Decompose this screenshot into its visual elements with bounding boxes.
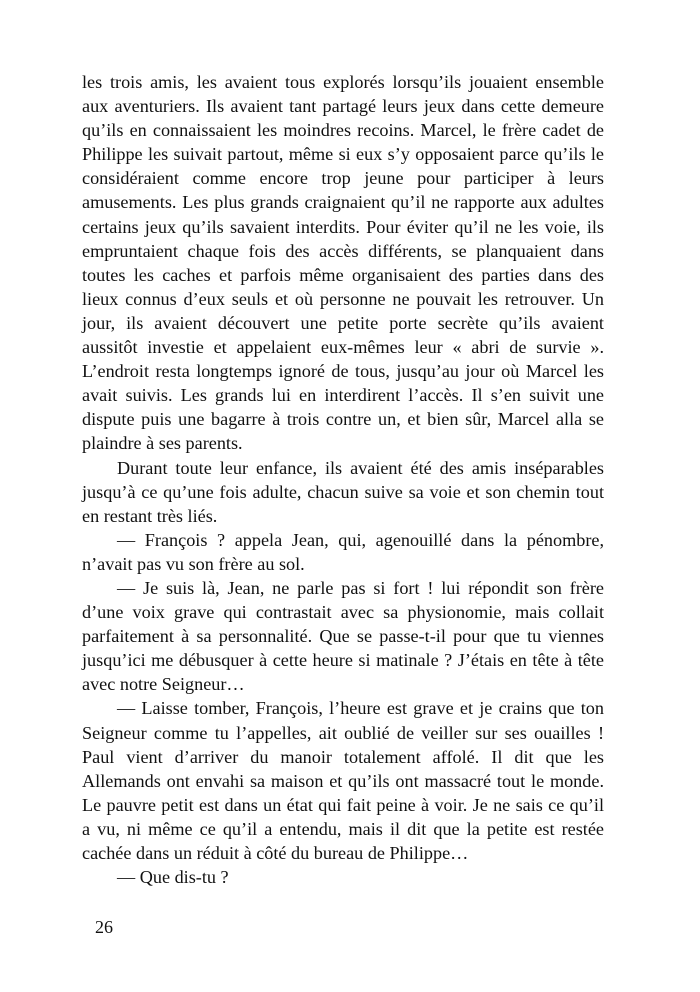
dialogue-francois-repond: — Je suis là, Jean, ne parle pas si fort ! lui répondit son frère d’une voix grave qui contrastait avec sa physionomie, mais collait parfaitement à sa personnalité. Que se passe-t-il pour que tu viennes jusqu’ici me débusquer à cette heure si matinale ? J’étais en tête à tête avec notre Seigneur… (82, 577, 604, 695)
paragraph-abri-de-survie: les trois amis, les avaient tous explorés lorsqu’ils jouaient ensemble aux aventuriers. Ils avaient tant partagé leurs jeux dans cette demeure qu’ils en connaissaient les moindres recoins. Marcel, le frère cadet de Philippe les suivait partout, même si eux s’y opposaient parce qu’ils le considéraient comme encore trop jeune pour participer à leurs amusements. Les plus grands craignaient qu’il ne rapporte aux adultes certains jeux qu’ils savaient interdits. Pour éviter qu’il ne les voie, ils empruntaient chaque fois des accès différents, se planquaient dans toutes les caches et parfois même organisaient des parties dans des lieux connus d’eux seuls et où personne ne pouvait les retrouver. Un jour, ils avaient découvert une petite porte secrète qu’ils avaient aussitôt investie et appelaient eux-mêmes leur « abri de survie ». L’endroit resta longtemps ignoré de tous, jusqu’au jour où Marcel les avait suivis. Les grands lui en interdirent l’accès. Il s’en suivit une dispute puis une bagarre à trois contre un, et bien sûr, Marcel alla se plaindre à ses parents. (82, 72, 604, 454)
dialogue-que-dis-tu: — Que dis-tu ? (117, 867, 229, 888)
paragraph-enfance: Durant toute leur enfance, ils avaient été des amis inséparables jusqu’à ce qu’une fois adulte, chacun suive sa voie et son chemin tout en restant très liés. (82, 457, 604, 526)
page-body (82, 70, 604, 889)
dialogue-jean-appelle: — François ? appela Jean, qui, agenouillé dans la pénombre, n’avait pas vu son frère au sol. (82, 529, 604, 574)
dialogue-jean-explique: — Laisse tomber, François, l’heure est grave et je crains que ton Seigneur comme tu l’appelles, ait oublié de veiller sur ses ouailles ! Paul vient d’arriver du manoir totalement affolé. Il dit que les Allemands ont envahi sa maison et qu’ils ont massacré tout le monde. Le pauvre petit est dans un état qui fait peine à voir. Je ne sais ce qu’il a vu, ni même ce qu’il a entendu, mais il dit que la petite est restée cachée dans un réduit à côté du bureau de Philippe… (82, 698, 604, 863)
page-number: 26 (95, 917, 113, 937)
